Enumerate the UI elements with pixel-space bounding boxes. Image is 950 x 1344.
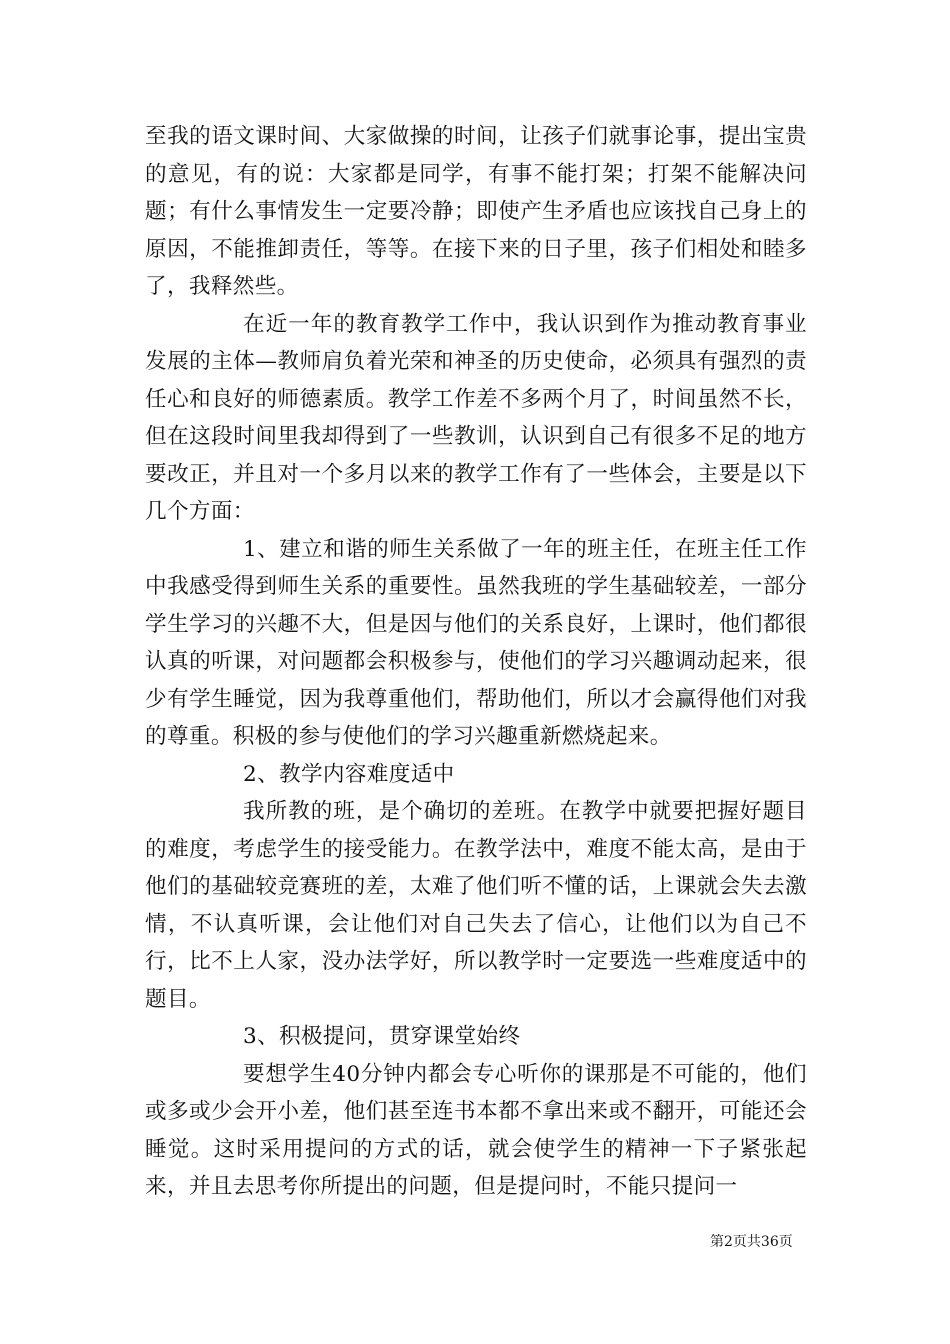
paragraph-teacher-student-relationship: 1、建立和谐的师生关系做了一年的班主任，在班主任工作中我感受得到师生关系的重要性。虽然我班的学生基础较差，一部分学生学习的兴趣不大，但是因与他们的关系良好，上课时，他们都很认真的听课，对问题都会积极参与，使他们的学习兴趣调动起来，很少有学生睡觉，因为我尊重他们，帮助他们，所以才会赢得他们对我的尊重。积极的参与使他们的学习兴趣重新燃烧起来。 xyxy=(145,536,807,749)
section-heading-difficulty: 2、教学内容难度适中 xyxy=(243,761,455,787)
paragraph-difficulty: 我所教的班，是个确切的差班。在教学中就要把握好题目的难度，考虑学生的接受能力。在教学法中，难度不能太高，是由于他们的基础较竞赛班的差，太难了他们听不懂的话，上课就会失去激情，不认真听课，会让他们对自己失去了信心，让他们以为自己不行，比不上人家，没办法学好，所以教学时一定要选一些难度适中的题目。 xyxy=(145,799,807,1012)
section-heading-questioning: 3、积极提问，贯穿课堂始终 xyxy=(243,1024,521,1049)
paragraph-questioning: 要想学生40分钟内都会专心听你的课那是不可能的，他们或多或少会开小差，他们甚至连书本都不拿出来或不翻开，可能还会睡觉。这时采用提问的方式的话，就会使学生的精神一下子紧张起来，并且去思考你所提出的问题，但是提问时，不能只提问一 xyxy=(145,1061,807,1199)
paragraph-responsibility: 在近一年的教育教学工作中，我认识到作为推动教育事业发展的主体—教师肩负着光荣和神圣的历史使命，必须具有强烈的责任心和良好的师德素质。教学工作差不多两个月了，时间虽然不长，但在这段时间里我却得到了一些教训，认识到自己有很多不足的地方要改正，并且对一个多月以来的教学工作有了一些体会，主要是以下几个方面： xyxy=(145,311,807,524)
paragraph-continuation: 至我的语文课时间、大家做操的时间，让孩子们就事论事，提出宝贵的意见，有的说：大家都是同学，有事不能打架；打架不能解决问题；有什么事情发生一定要冷静；即使产生矛盾也应该找自己身上的原因，不能推卸责任，等等。在接下来的日子里，孩子们相处和睦多了，我释然些。 xyxy=(145,124,807,299)
page-number: 第2页共36页 xyxy=(710,1234,793,1250)
document-body xyxy=(145,118,807,1206)
